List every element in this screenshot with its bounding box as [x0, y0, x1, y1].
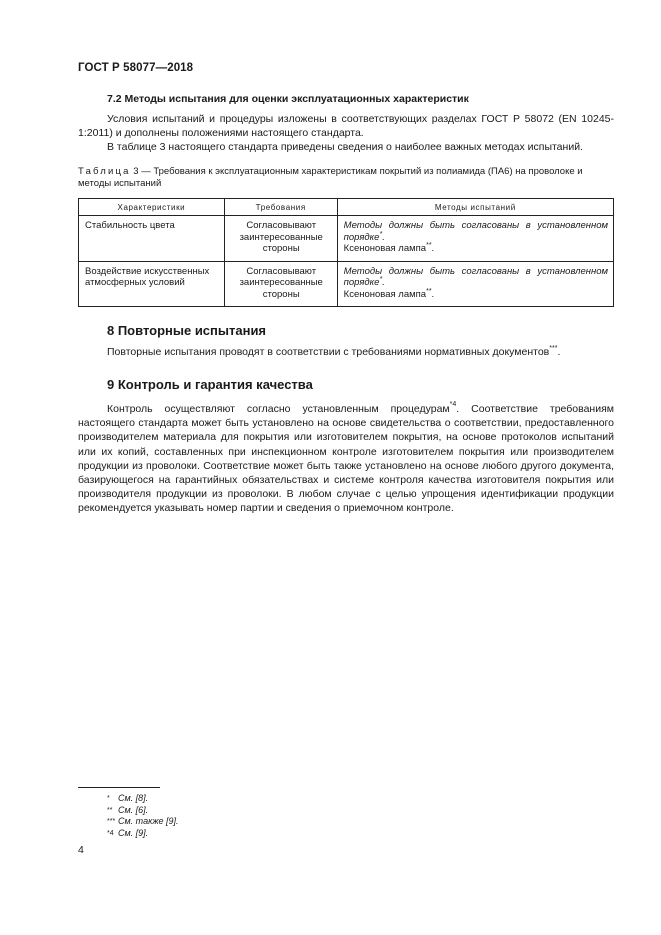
footnotes-list	[107, 793, 179, 839]
section-8-paragraph	[107, 346, 560, 358]
table-row	[79, 261, 614, 307]
section-8-text: Повторные испытания проводят в соответствии с требованиями нормативных документов	[107, 346, 550, 358]
document-code-header: ГОСТ Р 58077—2018	[78, 62, 194, 74]
page-number: 4	[78, 844, 84, 856]
test-method-cell	[337, 261, 613, 307]
method-note-text: Методы должны быть согласованы в установленном порядке	[343, 265, 608, 288]
method-lamp-text: Ксеноновая лампа	[343, 288, 427, 300]
footnote-mark: ***	[107, 818, 116, 825]
footnote-ref: *	[379, 230, 383, 238]
method-lamp-end: .	[431, 243, 435, 254]
table-caption-word: Таблица	[78, 166, 131, 177]
method-note	[344, 220, 608, 243]
footnote-text: См. также [9].	[118, 816, 179, 826]
requirement-cell: Согласовывают заинтересованные стороны	[224, 216, 337, 262]
requirements-table	[78, 198, 614, 307]
section-9-heading: 9 Контроль и гарантия качества	[107, 377, 313, 392]
footnote	[107, 816, 179, 828]
characteristic-cell: Стабильность цвета	[79, 216, 225, 262]
footnote	[107, 805, 179, 817]
method-lamp-text: Ксеноновая лампа	[343, 243, 427, 254]
footnote	[107, 828, 179, 840]
footnote-ref: ***	[549, 345, 558, 352]
characteristic-cell: Воздействие искусственных атмосферных условий	[79, 261, 225, 307]
method-note-end: .	[382, 231, 385, 243]
footnote-mark: *	[107, 795, 110, 802]
method-lamp	[344, 243, 435, 254]
table-3-caption	[78, 166, 614, 190]
method-lamp-end: .	[431, 288, 435, 300]
test-method-cell	[337, 216, 613, 262]
footnote	[107, 793, 179, 805]
method-note	[344, 266, 608, 289]
footnote-mark: **	[107, 806, 113, 814]
section-8-end: .	[557, 346, 561, 358]
subsection-7-2-heading: 7.2 Методы испытания для оценки эксплуатационных характеристик	[107, 93, 469, 105]
method-note-end: .	[382, 277, 385, 288]
section-7-2-paragraph-2: В таблице 3 настоящего стандарта приведены сведения о наиболее важных методах испытаний.	[107, 141, 583, 154]
section-7-2-paragraph-1: Условия испытаний и процедуры изложены в соответствующих разделах ГОСТ Р 58072 (EN 10245-1:2011) и дополнены положениями настоящего стандарта.	[78, 113, 614, 140]
footnote-ref: *4	[449, 401, 457, 408]
footnote-ref: **	[426, 287, 432, 295]
footnote-separator	[78, 787, 160, 788]
footnote-mark: *4	[107, 829, 114, 837]
table-header-row	[79, 199, 614, 216]
method-lamp	[344, 289, 435, 300]
table-row	[79, 216, 614, 262]
section-9-paragraph	[78, 402, 614, 516]
section-9-text-rest: . Соответствие требованиям настоящего стандарта может быть установлено на основе свидетельства о соответствии, предоставленного производителем материала для покрытия или изготовителем покрытия, на основе протоколов испытаний или их копий, составленных при инспекционном контроле изготовителем покрытия или производителем продукции из проволоки. Соответствие может быть также установлено на основе любого другого документа, базирующегося на гарантийных обязательствах и системе контроля качества изготовителя покрытия или производителя продукции из проволоки. В любом случае с целью упрощения идентификации продукции рекомендуется указывать номер партии и сведения о приемочном контроле.	[78, 403, 615, 515]
section-9-text-start: Контроль осуществляют согласно установленным процедурам	[107, 403, 450, 415]
column-header-requirements: Требования	[224, 199, 337, 216]
footnote-text: См. [9].	[118, 827, 149, 838]
footnote-text: См. [6].	[118, 804, 149, 815]
column-header-test-methods: Методы испытаний	[337, 199, 613, 216]
footnote-text: См. [8].	[118, 793, 149, 803]
table-caption-text: 3 — Требования к эксплуатационным характеристикам покрытий из полиамида (ПА6) на проволоке и методы испытаний	[78, 166, 583, 189]
section-7-2-body	[78, 112, 614, 155]
footnote-ref: **	[426, 242, 432, 249]
column-header-characteristics: Характеристики	[79, 199, 225, 216]
section-8-heading: 8 Повторные испытания	[107, 323, 267, 338]
method-note-text: Методы должны быть согласованы в установленном порядке	[343, 220, 608, 243]
footnote-ref: *	[379, 276, 383, 283]
requirement-cell: Согласовывают заинтересованные стороны	[224, 261, 337, 307]
